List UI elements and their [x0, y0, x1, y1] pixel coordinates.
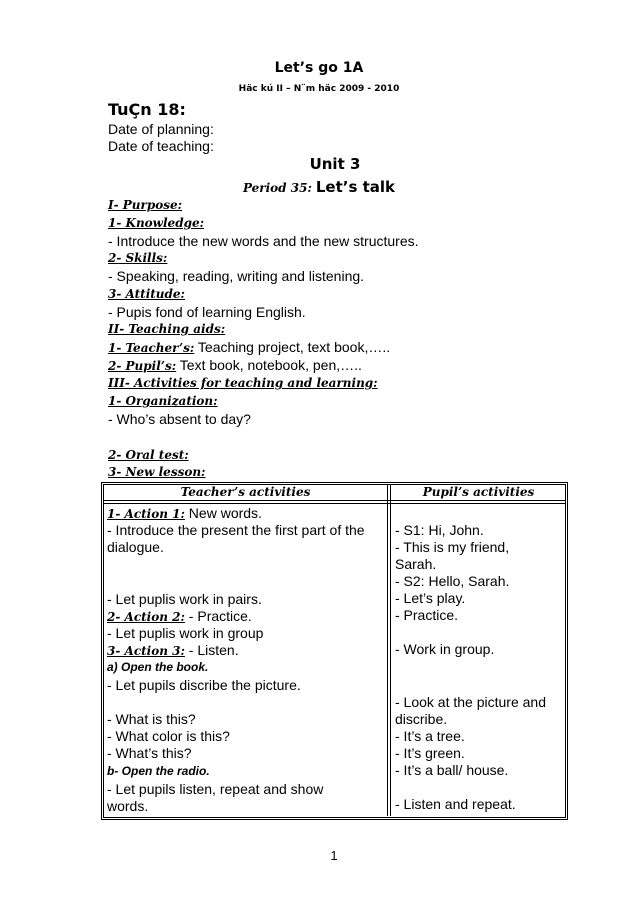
period-heading — [0, 178, 638, 197]
teacher-line: - Let puplis work in group — [107, 625, 264, 641]
teacher-aids-text: Teaching project, text book,….. — [194, 339, 391, 355]
action-1-text: New words. — [184, 505, 262, 521]
pupil-aids-line — [108, 357, 362, 373]
new-lesson-heading: 3- New lesson: — [108, 465, 206, 479]
open-radio-step: b- Open the radio. — [107, 764, 210, 778]
pupil-aids-text: Text book, notebook, pen,….. — [176, 357, 362, 373]
activities-table — [101, 482, 568, 820]
teacher-action-3 — [107, 642, 239, 660]
teacher-action-2 — [107, 608, 252, 626]
week-label: TuÇn 18: — [108, 100, 186, 119]
teacher-line: - Let pupils listen, repeat and show — [107, 781, 324, 797]
action-2-text: - Practice. — [184, 608, 252, 624]
knowledge-heading: 1- Knowledge: — [108, 216, 205, 230]
attitude-text: - Pupis fond of learning English. — [108, 304, 306, 320]
action-2-label: 2- Action 2: — [107, 610, 185, 624]
teacher-line: - Let puplis work in pairs. — [107, 591, 262, 607]
table-column-rule — [387, 484, 388, 816]
purpose-heading: I- Purpose: — [108, 198, 183, 212]
teacher-line: - What color is this? — [107, 728, 230, 744]
pupil-line: - Work in group. — [395, 641, 495, 657]
teacher-aids-label: 1- Teacher’s: — [108, 341, 195, 355]
teacher-aids-line — [108, 339, 390, 355]
date-of-teaching: Date of teaching: — [108, 138, 214, 154]
period-label: Period 35: — [242, 181, 312, 195]
organization-heading: 1- Organization: — [108, 394, 218, 408]
action-3-text: - Listen. — [184, 642, 239, 658]
pupil-line: discribe. — [395, 711, 448, 727]
teacher-line: - Let pupils discribe the picture. — [107, 677, 301, 693]
teacher-line: words. — [107, 798, 149, 814]
table-header-rule — [103, 500, 566, 501]
open-book-step: a) Open the book. — [107, 660, 209, 674]
pupil-line: - Look at the picture and — [395, 694, 546, 710]
skills-heading: 2- Skills: — [108, 251, 168, 265]
pupil-line: - Practice. — [395, 607, 459, 623]
attitude-heading: 3- Attitude: — [108, 287, 185, 301]
document-title: Let’s go 1A — [274, 60, 364, 76]
pupil-line: - Let’s play. — [395, 590, 466, 606]
action-1-label: 1- Action 1: — [107, 507, 185, 521]
page-number: 1 — [330, 848, 338, 863]
pupil-line: - S1: Hi, John. — [395, 522, 484, 538]
teacher-line: - Introduce the present the first part of the — [107, 522, 365, 538]
pupil-line: - Listen and repeat. — [395, 796, 516, 812]
pupil-line: - It’s a ball/ house. — [395, 762, 509, 778]
pupil-line: - This is my friend, — [395, 539, 510, 555]
action-3-label: 3- Action 3: — [107, 644, 185, 658]
unit-heading: Unit 3 — [309, 155, 361, 173]
teacher-line: - What’s this? — [107, 745, 192, 761]
oral-test-heading: 2- Oral test: — [108, 448, 189, 462]
pupil-line: Sarah. — [395, 556, 437, 572]
pupil-line: - It’s a tree. — [395, 728, 465, 744]
date-of-planning: Date of planning: — [108, 121, 214, 137]
organization-text: - Who’s absent to day? — [108, 411, 251, 427]
pupil-line: - S2: Hello, Sarah. — [395, 573, 510, 589]
table-column-rule — [390, 484, 391, 816]
teacher-action-1 — [107, 505, 262, 523]
pupil-line: - It’s green. — [395, 745, 465, 761]
column-header-teacher: Teacher’s activities — [180, 485, 311, 499]
period-title: Let’s talk — [315, 178, 396, 196]
teacher-line: - What is this? — [107, 711, 196, 727]
teaching-aids-heading: II- Teaching aids: — [108, 322, 226, 336]
pupil-aids-label: 2- Pupil’s: — [108, 359, 177, 373]
knowledge-text: - Introduce the new words and the new structures. — [108, 233, 419, 249]
skills-text: - Speaking, reading, writing and listening. — [108, 268, 365, 284]
table-header-rule — [103, 503, 566, 504]
document-subtitle: Häc kú II – N¨m häc 2009 - 2010 — [238, 84, 400, 94]
column-header-pupil: Pupil’s activities — [422, 485, 535, 499]
teacher-line: dialogue. — [107, 539, 164, 555]
activities-heading: III- Activities for teaching and learning: — [108, 376, 378, 390]
